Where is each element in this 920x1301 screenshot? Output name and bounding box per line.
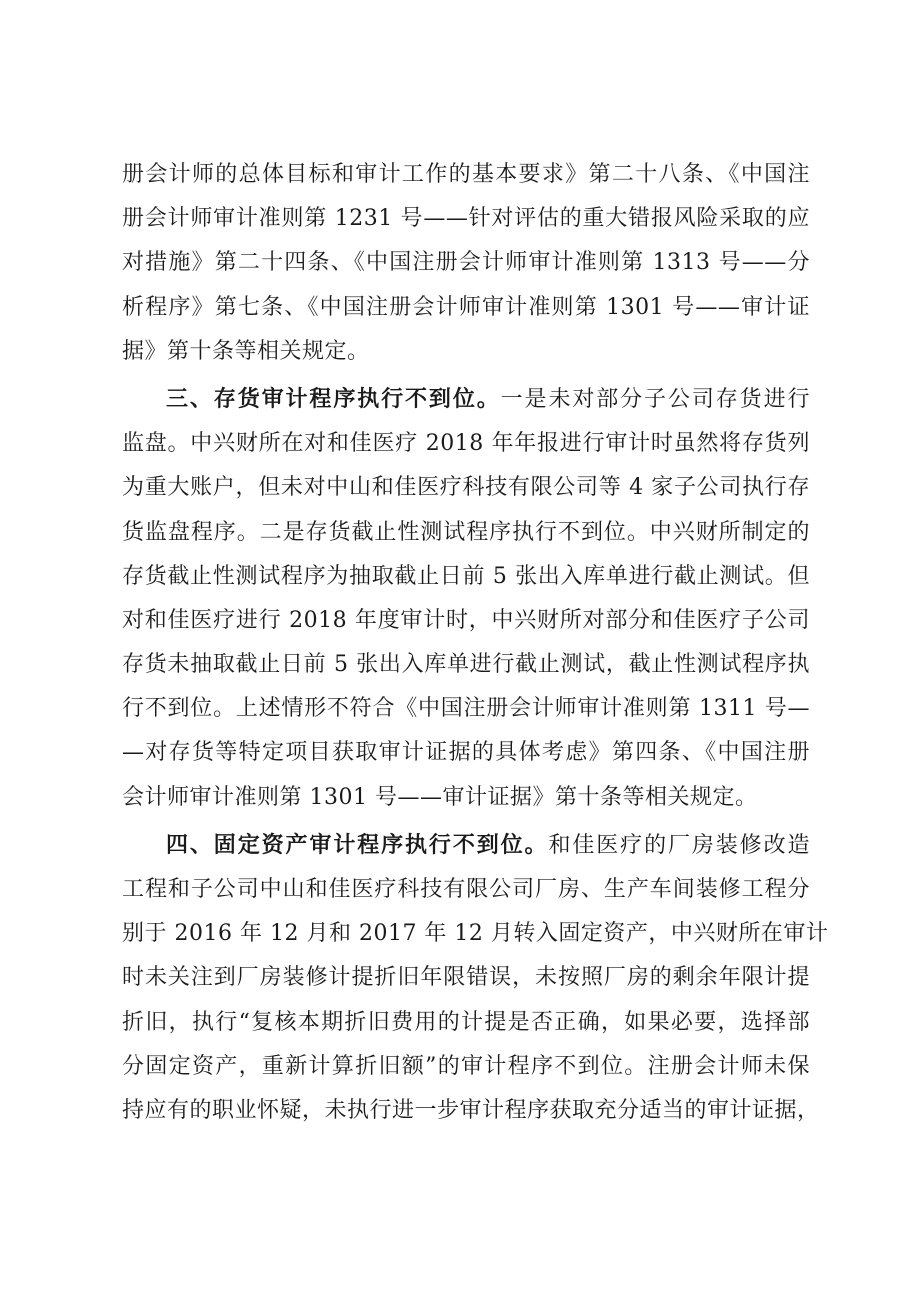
text-line: 监盘。中兴财所在对和佳医疗 2018 年年报进行审计时虽然将存货列 [122, 431, 810, 457]
section-first-line [122, 378, 810, 422]
text-line: 工程和子公司中山和佳医疗科技有限公司厂房、生产车间装修工程分 [122, 877, 810, 902]
section-heading: 三、存货审计程序执行不到位。 [166, 386, 501, 412]
section-inventory-audit [122, 378, 810, 820]
text-line: 货监盘程序。二是存货截止性测试程序执行不到位。中兴财所制定的 [122, 519, 810, 545]
text-line: 分固定资产，重新计算折旧额”的审计程序不到位。注册会计师未保 [122, 1053, 810, 1079]
text-line: 存货未抽取截止日前 5 张出入库单进行截止测试，截止性测试程序执 [122, 652, 810, 678]
text-line: 别于 2016 年 12 月和 2017 年 12 月转入固定资产，中兴财所在审计 [122, 921, 829, 947]
text-line: 持应有的职业怀疑，未执行进一步审计程序获取充分适当的审计证据， [122, 1097, 820, 1123]
text-line: 为重大账户，但未对中山和佳医疗科技有限公司等 4 家子公司执行存 [122, 475, 810, 501]
text-line: 册会计师审计准则第 1231 号——针对评估的重大错报风险采取的应 [122, 206, 810, 232]
text-line: 册会计师的总体目标和审计工作的基本要求》第二十八条、《中国注 [122, 162, 810, 187]
section-text: 和佳医疗的厂房装修改造 [548, 832, 810, 858]
section-fixed-assets-audit [122, 824, 829, 1133]
document-body [122, 153, 829, 1133]
text-line: 存货截止性测试程序为抽取截止日前 5 张出入库单进行截止测试。但 [122, 563, 810, 589]
text-line: 对措施》第二十四条、《中国注册会计师审计准则第 1313 号——分 [122, 250, 810, 276]
section-heading: 四、固定资产审计程序执行不到位。 [166, 832, 549, 858]
text-line: 对和佳医疗进行 2018 年度审计时，中兴财所对部分和佳医疗子公司 [122, 607, 810, 633]
text-line: —对存货等特定项目获取审计证据的具体考虑》第四条、《中国注册 [122, 740, 810, 766]
text-line: 时未关注到厂房装修计提折旧年限错误，未按照厂房的剩余年限计提 [122, 965, 810, 991]
section-text: 一是未对部分子公司存货进行 [500, 386, 810, 412]
text-line: 折旧，执行“复核本期折旧费用的计提是否正确，如果必要，选择部 [122, 1009, 810, 1035]
text-line: 据》第十条等相关规定。 [122, 338, 370, 364]
paragraph-regulations-continued [122, 153, 810, 374]
text-line: 行不到位。上述情形不符合《中国注册会计师审计准则第 1311 号— [122, 696, 810, 722]
text-line: 析程序》第七条、《中国注册会计师审计准则第 1301 号——审计证 [122, 294, 810, 320]
section-first-line [122, 824, 810, 868]
text-line: 会计师审计准则第 1301 号——审计证据》第十条等相关规定。 [122, 784, 758, 810]
